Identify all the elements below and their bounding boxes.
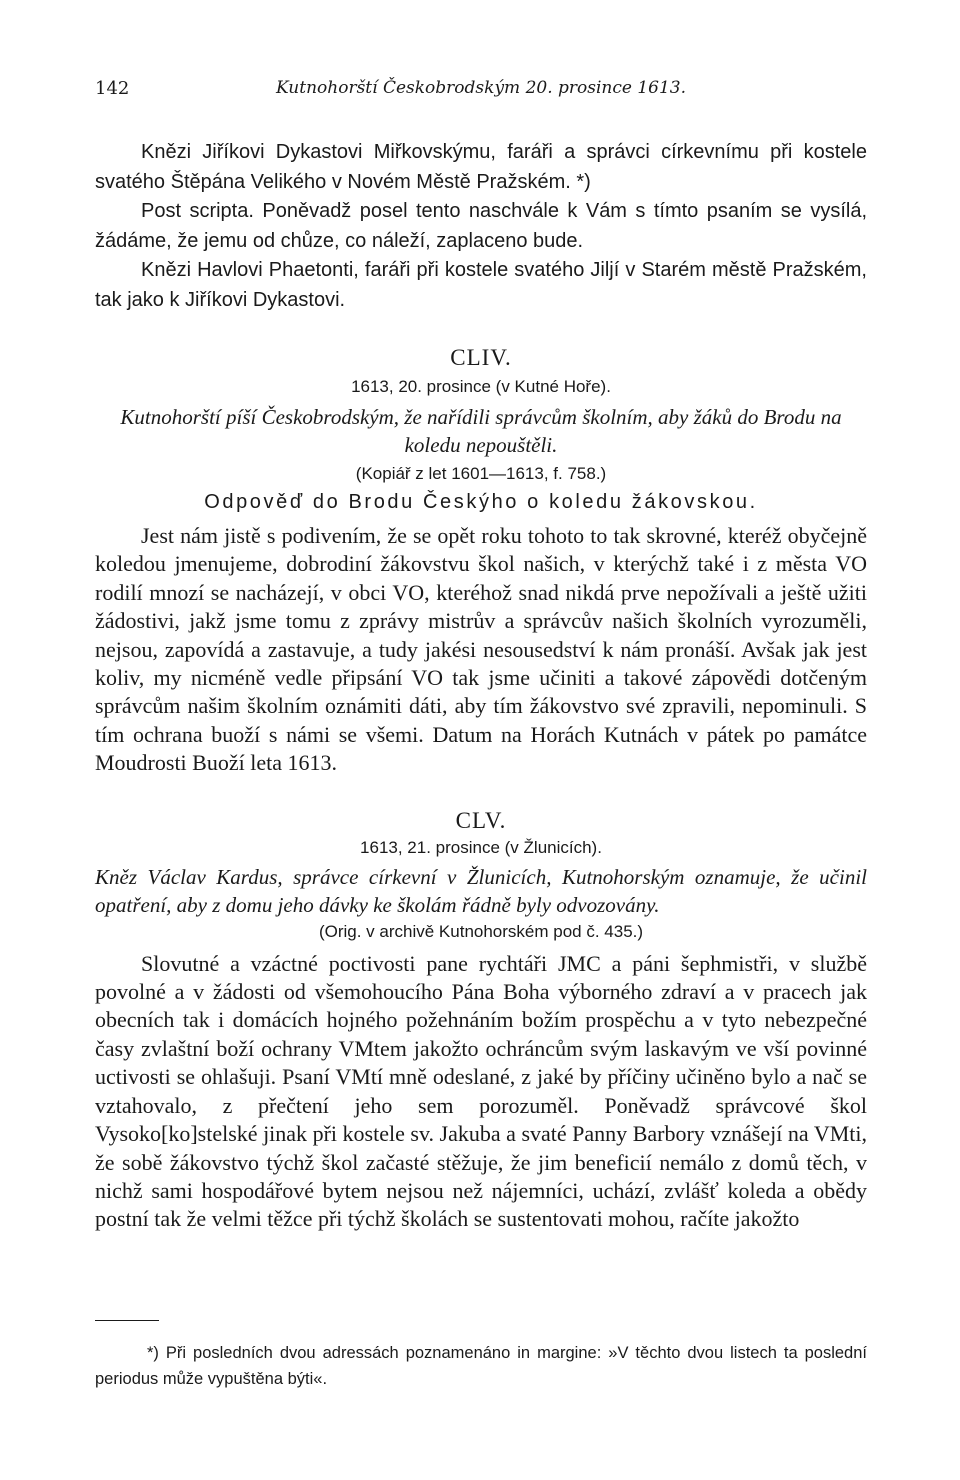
page-number: 142 — [95, 78, 130, 99]
address-paragraph: Knězi Havlovi Phaetonti, faráři při kostele svatého Jiljí v Starém městě Pražském, tak jako k Jiříkovi Dykastovi. — [95, 259, 867, 311]
footnote-divider — [95, 1320, 159, 1321]
page-content — [95, 78, 867, 1234]
document-body: Jest nám jistě s podivením, že se opět roku tohoto to tak skrovné, kteréž obyčejně koledou jmenujeme, dobrodiní žákovstvu škol našich, v kterýchž také i z města VO rodilí mnozí se nacházejí, v obci VO, kteréhož snad nikdá prve nepožívali a ještě užiti žádostivi, jakž jsme tomu z zprávy mistrův a správcův našich školních vyrozuměli, nejsou, zapovídá a zastavuje, a tudy jakési nesousedství k nám pronáší. Avšak jak jest koliv, my nicméně vedle připsání VO tak jsme učiniti a takové zápovědi dotčeným správcům našim školním oznámiti dáti, aby tím žákovstvo své zpravili, nepominuli. S tím ochrana buoží s námi se všemi. Datum na Horách Kutnách v pátek po památce Moudrosti Buoží leta 1613. — [95, 523, 867, 776]
document-number: CLV. — [455, 807, 507, 833]
running-title: Kutnohorští Českobrodským 20. prosince 1613. — [275, 78, 687, 98]
postscript-paragraph: Post scripta. Poněvadž posel tento naschvále k Vám s tímto psaním se vysílá, žádáme, že jemu od chůze, co náleží, zaplaceno bude. — [95, 200, 867, 252]
document-number: CLIV. — [450, 345, 512, 370]
previous-document-closing — [95, 138, 867, 315]
document-date: 1613, 21. prosince (v Žlunicích). — [360, 837, 602, 857]
running-head — [95, 78, 867, 108]
document-source: (Orig. v archivě Kutnohorském pod č. 435.) — [318, 921, 644, 941]
document-regest: Kněz Václav Kardus, správce církevní v Žlunicích, Kutnohorským oznamuje, že učinil opatření, aby z domu jeho dávky ke školám řádně byly odvozovány. — [95, 864, 867, 917]
document-cliv — [95, 345, 867, 778]
footnote: *) Při posledních dvou adressách poznamenáno in margine: »V těchto dvou listech ta poslední periodus může vypuštěna býti«. — [95, 1344, 867, 1388]
document-source: (Kopiář z let 1601—1613, f. 758.) — [355, 464, 607, 483]
address-paragraph: Knězi Jiříkovi Dykastovi Miřkovskýmu, faráři a správci církevnímu při kostele svatého Štěpána Velikého v Novém Městě Pražském. *) — [95, 141, 867, 193]
document-body: Slovutné a vzáctné poctivosti pane rychtáři JMC a páni šephmistři, v službě povolné a v žádosti od všemohoucího Pána Boha výborného zdraví a v pracech jak obecních tak i domácích hojného požehnáním božím prospěchu a v tyto nebezpečné časy zvlaštní boží ochrany VMtem jakožto ochráncům svým laskavým ve vší povinné uctivosti se ohlašuji. Psaní VMtí mně odeslané, z jaké by příčiny učiněno bylo a nač se vztahovalo, z přečtení jeho sem porozuměl. Poněvadž správcové škol Vysoko[ko]stelské jinak při kostele sv. Jakuba a svaté Panny Barbory vznášejí na VMti, že sobě žákovstvo týchž škol začasté stěžuje, že jim beneficií nemálo z domů těch, v nichž sami hospodářové bytem nejsou než nájemníci, uchází, zvlášť koleda a obědy postní tak že velmi těžce při týchž školách se sustentovati mohou, račíte jakožto — [95, 950, 867, 1232]
document-regest: Kutnohorští píší Českobrodským, že nařídili správcům školním, aby žáků do Brodu na koledu nepouštěli. — [120, 405, 842, 457]
document-heading: Odpověď do Brodu Českýho o koledu žákovskou. — [204, 491, 758, 513]
document-date: 1613, 20. prosince (v Kutné Hoře). — [351, 377, 611, 396]
document-clv — [95, 808, 867, 1234]
